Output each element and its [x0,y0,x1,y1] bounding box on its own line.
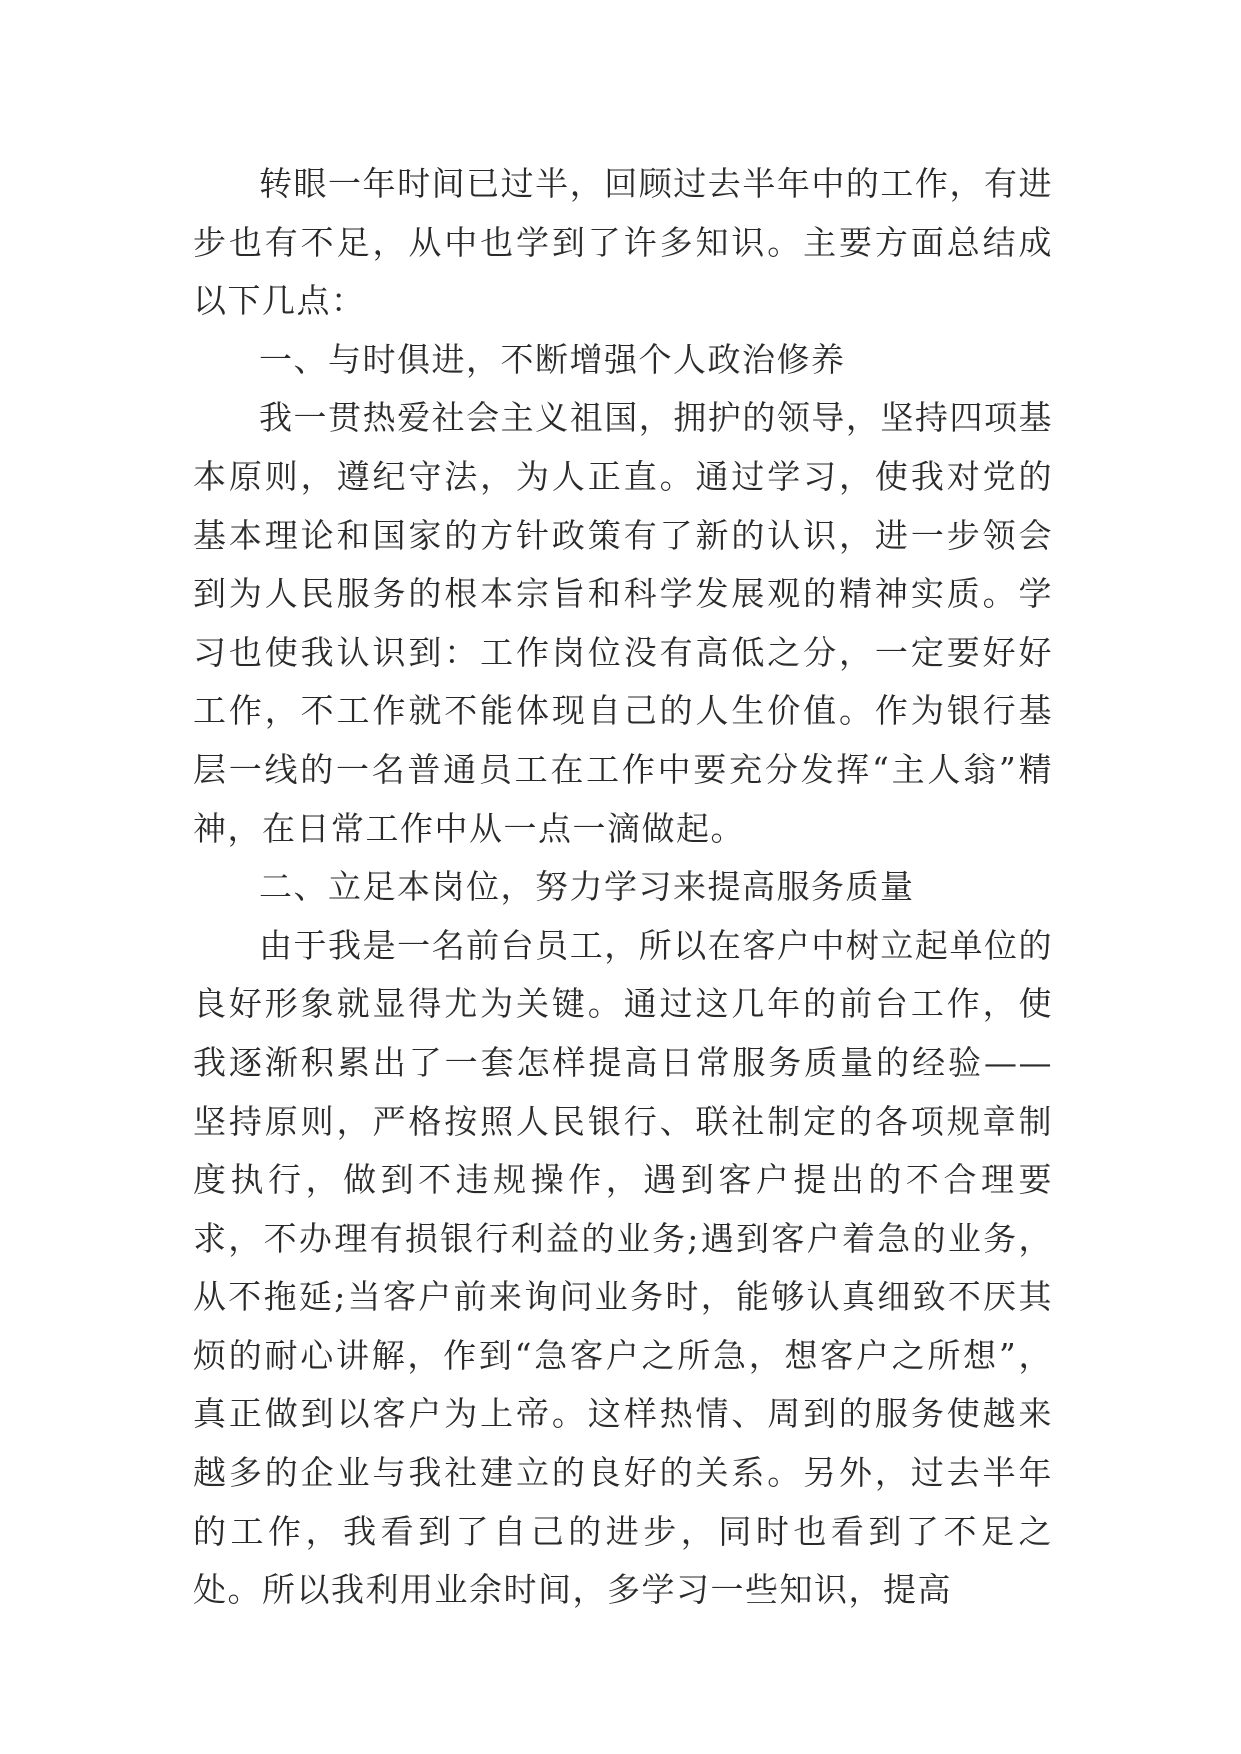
intro-paragraph: 转眼一年时间已过半，回顾过去半年中的工作，有进步也有不足，从中也学到了许多知识。主要方面总结成以下几点： [193,164,1053,321]
document-body [193,155,1053,1620]
section-1-paragraph: 我一贯热爱社会主义祖国，拥护的领导，坚持四项基本原则，遵纪守法，为人正直。通过学习，使我对党的基本理论和国家的方针政策有了新的认识，进一步领会到为人民服务的根本宗旨和科学发展观的精神实质。学习也使我认识到：工作岗位没有高低之分，一定要好好工作，不工作就不能体现自己的人生价值。作为银行基层一线的一名普通员工在工作中要充分发挥“主人翁”精神，在日常工作中从一点一滴做起。 [193,398,1053,848]
section-heading-1: 一、与时俱进，不断增强个人政治修养 [259,339,846,379]
section-2-paragraph: 由于我是一名前台员工，所以在客户中树立起单位的良好形象就显得尤为关键。通过这几年的前台工作，使我逐渐积累出了一套怎样提高日常服务质量的经验——坚持原则，严格按照人民银行、联社制定的各项规章制度执行，做到不违规操作，遇到客户提出的不合理要求，不办理有损银行利益的业务;遇到客户着急的业务，从不拖延;当客户前来询问业务时，能够认真细致不厌其烦的耐心讲解，作到“急客户之所急，想客户之所想”，真正做到以客户为上帝。这样热情、周到的服务使越来越多的企业与我社建立的良好的关系。另外，过去半年的工作，我看到了自己的进步，同时也看到了不足之处。所以我利用业余时间，多学习一些知识，提高 [193,925,1053,1610]
section-heading-2: 二、立足本岗位，努力学习来提高服务质量 [259,867,915,907]
